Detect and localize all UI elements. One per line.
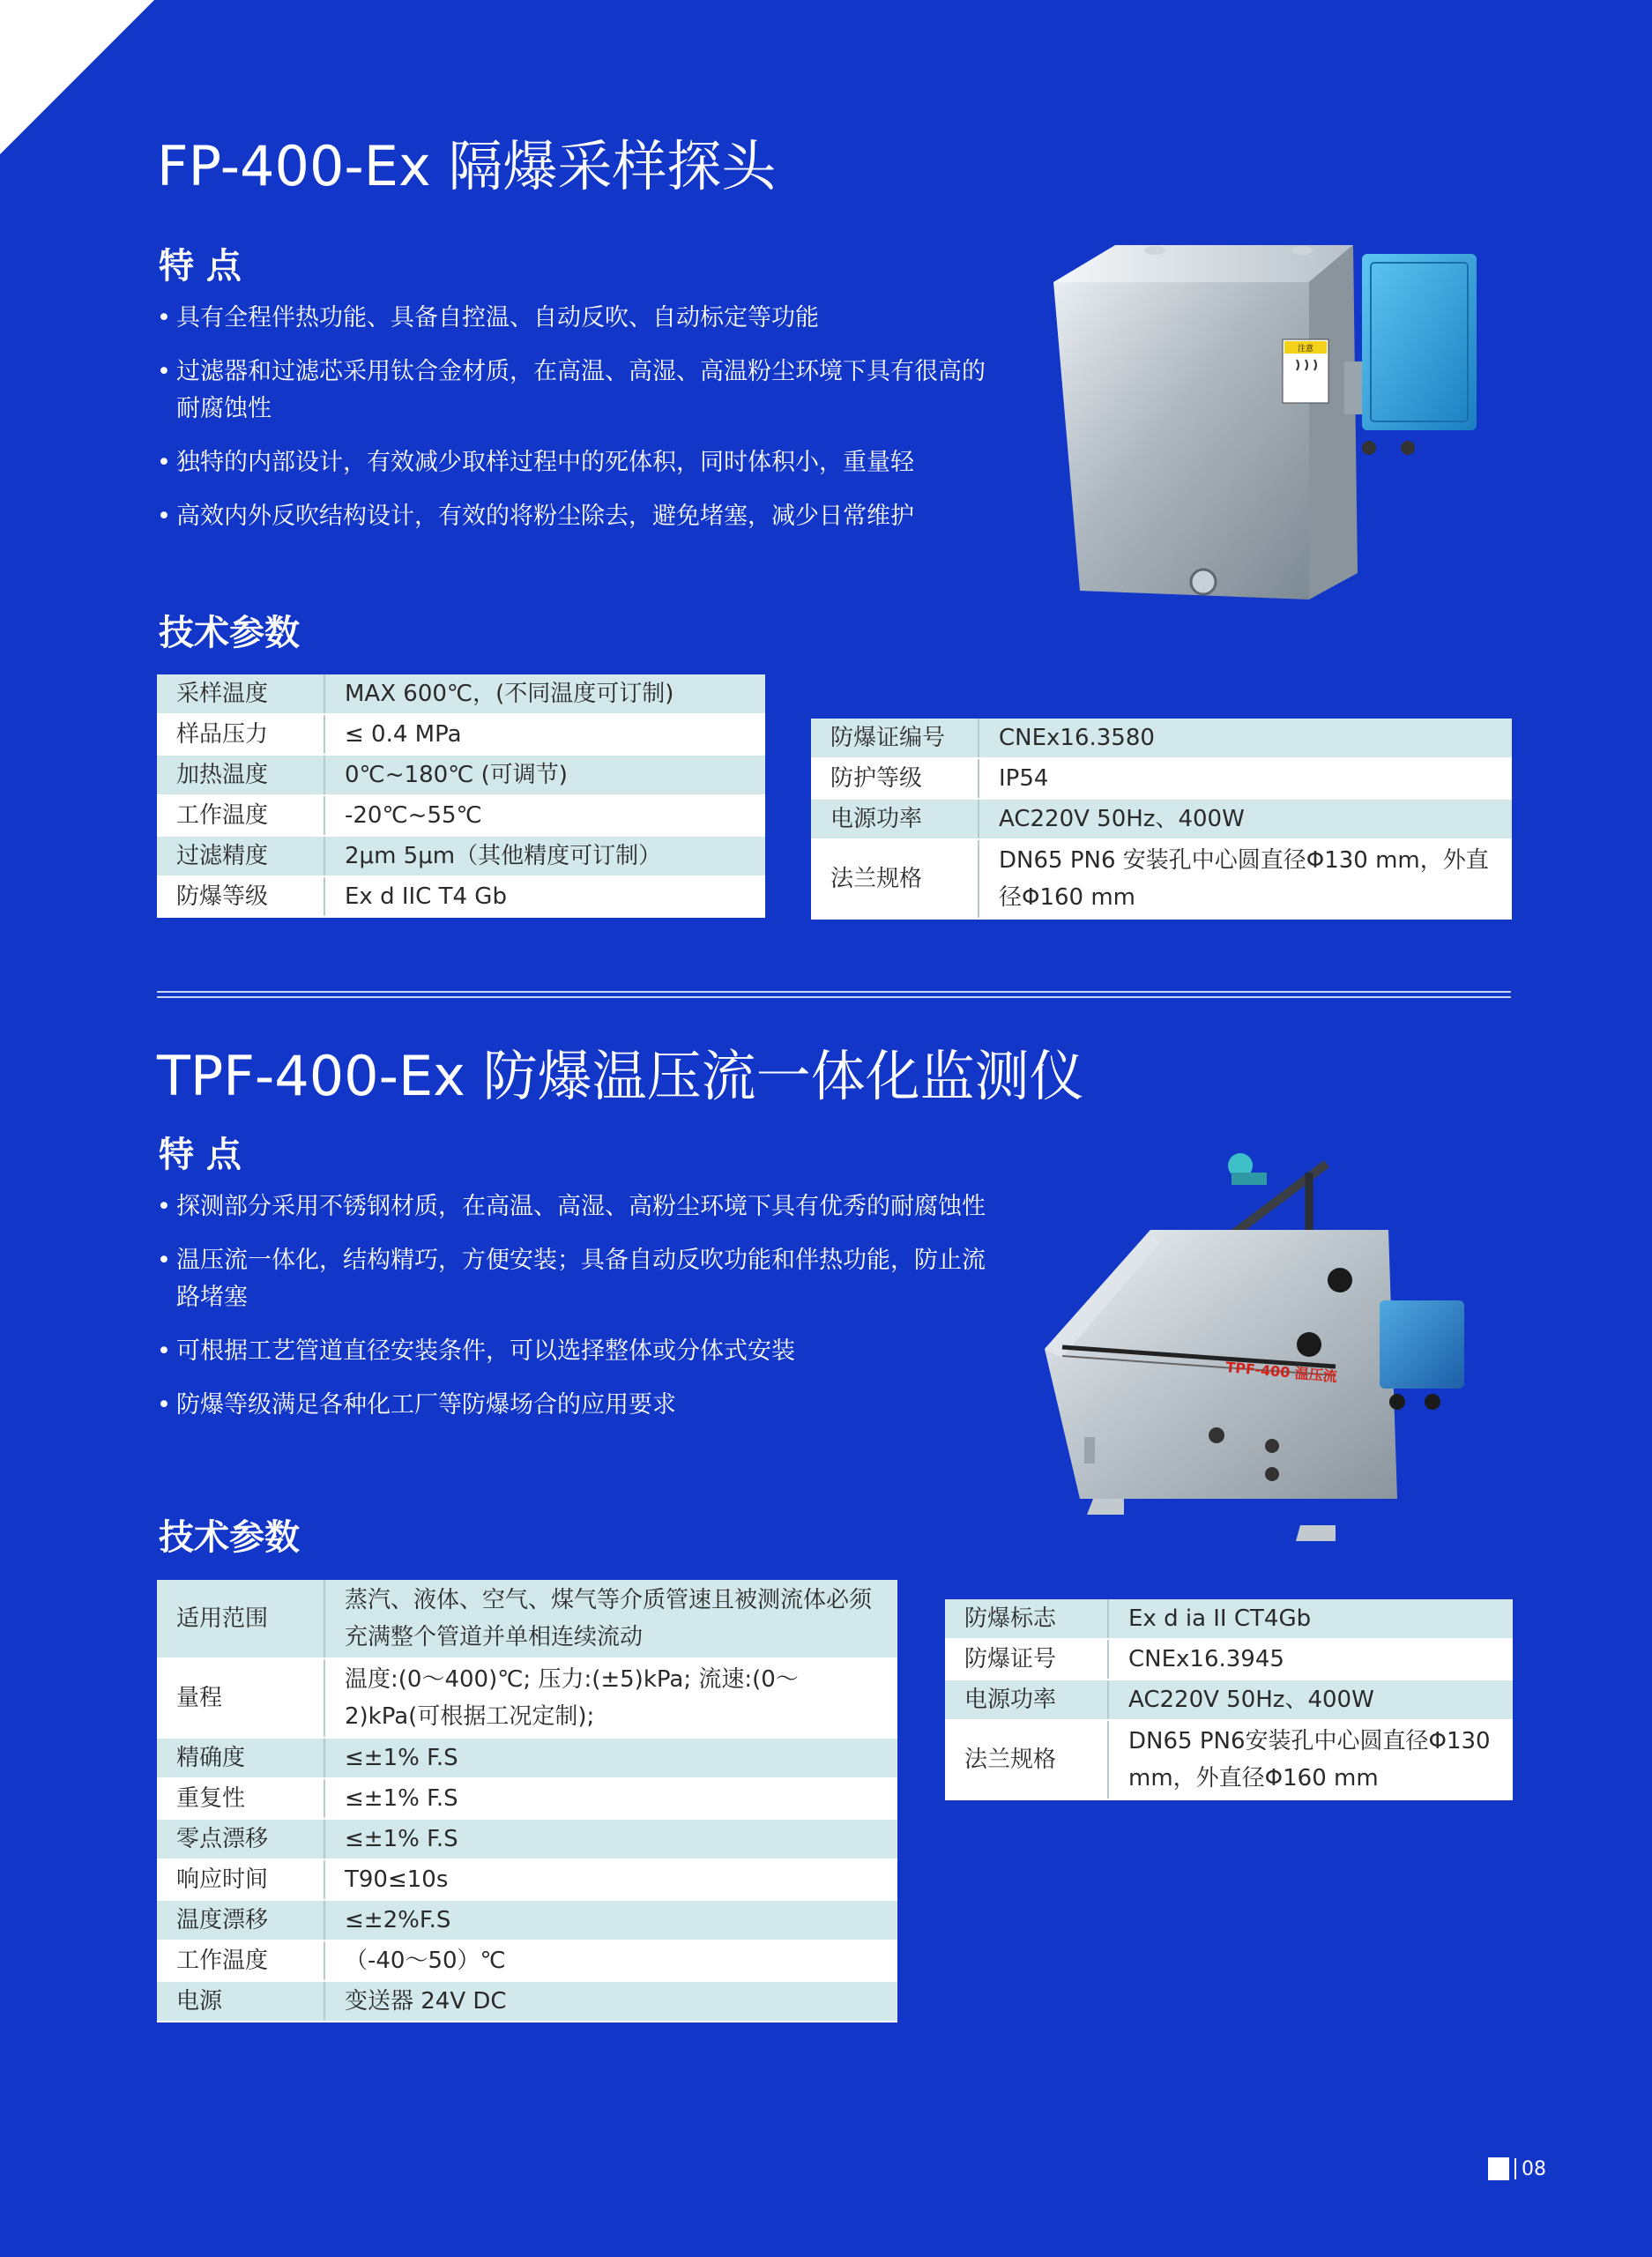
spec-value: Ex d IIC T4 Gb bbox=[324, 876, 765, 917]
table-row bbox=[157, 755, 765, 795]
spec-value: 蒸汽、液体、空气、煤气等介质管速且被测流体必须充满整个管道并单相连续流动 bbox=[324, 1580, 897, 1658]
spec-value: 0℃~180℃ (可调节) bbox=[324, 755, 765, 795]
spec-key: 防护等级 bbox=[811, 758, 979, 799]
corner-decoration bbox=[0, 0, 154, 154]
spec-value: ≤±1% F.S bbox=[324, 1778, 897, 1819]
spec-key: 防爆标志 bbox=[945, 1599, 1108, 1639]
spec-table-right-2 bbox=[945, 1599, 1513, 1800]
product-photo-tpf400 bbox=[1045, 1146, 1507, 1552]
spec-value: AC220V 50Hz、400W bbox=[1108, 1680, 1513, 1720]
spec-value: IP54 bbox=[979, 758, 1512, 799]
spec-key: 采样温度 bbox=[157, 674, 324, 714]
table-row bbox=[945, 1720, 1513, 1799]
specs-heading-1: 技术参数 bbox=[159, 613, 300, 653]
table-row bbox=[157, 714, 765, 755]
feature-item: • 高效内外反吹结构设计，有效的将粉尘除去，避免堵塞，减少日常维护 bbox=[157, 498, 1003, 535]
table-row bbox=[157, 1738, 897, 1778]
table-row bbox=[157, 1778, 897, 1819]
warning-label-text: 注意 bbox=[1297, 345, 1314, 354]
spec-value: ≤±1% F.S bbox=[324, 1738, 897, 1778]
spec-key: 适用范围 bbox=[157, 1580, 324, 1658]
spec-table-left-1 bbox=[157, 674, 765, 918]
table-row bbox=[811, 719, 1512, 758]
spec-key: 温度漂移 bbox=[157, 1900, 324, 1940]
spec-value: ≤±2%F.S bbox=[324, 1900, 897, 1940]
specs-heading-2: 技术参数 bbox=[159, 1517, 300, 1558]
spec-key: 电源功率 bbox=[945, 1680, 1108, 1720]
spec-key: 加热温度 bbox=[157, 755, 324, 795]
table-row bbox=[157, 795, 765, 836]
spec-value: 变送器 24V DC bbox=[324, 1981, 897, 2022]
feature-item: • 独特的内部设计，有效减少取样过程中的死体积，同时体积小，重量轻 bbox=[157, 444, 1003, 481]
spec-value: DN65 PN6 安装孔中心圆直径Φ130 mm，外直径Φ160 mm bbox=[979, 839, 1512, 919]
features-heading-1: 特 点 bbox=[159, 246, 242, 287]
device-label-text: TPF-400 温压流 bbox=[1224, 1359, 1338, 1386]
feature-item: • 探测部分采用不锈钢材质，在高温、高湿、高粉尘环境下具有优秀的耐腐蚀性 bbox=[157, 1188, 1003, 1225]
spec-key: 过滤精度 bbox=[157, 836, 324, 876]
feature-item: • 过滤器和过滤芯采用钛合金材质，在高温、高湿、高温粉尘环境下具有很高的耐腐蚀性 bbox=[157, 354, 1003, 428]
table-row bbox=[945, 1639, 1513, 1680]
spec-value: DN65 PN6安装孔中心圆直径Φ130 mm，外直径Φ160 mm bbox=[1108, 1720, 1513, 1799]
feature-item: • 具有全程伴热功能、具备自控温、自动反吹、自动标定等功能 bbox=[157, 300, 1003, 337]
page-number bbox=[1488, 2157, 1546, 2180]
product-title-fp400: FP-400-Ex 隔爆采样探头 bbox=[157, 134, 777, 198]
table-row bbox=[945, 1599, 1513, 1639]
spec-key: 防爆证编号 bbox=[811, 719, 979, 758]
table-row bbox=[945, 1680, 1513, 1720]
spec-key: 精确度 bbox=[157, 1738, 324, 1778]
table-row bbox=[811, 799, 1512, 839]
spec-value: AC220V 50Hz、400W bbox=[979, 799, 1512, 839]
product-title-tpf400: TPF-400-Ex 防爆温压流一体化监测仪 bbox=[157, 1044, 1084, 1108]
page-number-text: 08 bbox=[1522, 2157, 1546, 2180]
feature-item: • 温压流一体化，结构精巧，方便安装；具备自动反吹功能和伴热功能，防止流路堵塞 bbox=[157, 1242, 1003, 1316]
table-row bbox=[157, 674, 765, 714]
table-row bbox=[811, 839, 1512, 919]
spec-key: 工作温度 bbox=[157, 795, 324, 836]
page-separator bbox=[1514, 2158, 1516, 2179]
spec-key: 法兰规格 bbox=[945, 1720, 1108, 1799]
features-list-2 bbox=[157, 1188, 1003, 1441]
spec-key: 法兰规格 bbox=[811, 839, 979, 919]
spec-key: 电源 bbox=[157, 1981, 324, 2022]
spec-value: ≤±1% F.S bbox=[324, 1819, 897, 1859]
spec-value: ≤ 0.4 MPa bbox=[324, 714, 765, 755]
spec-key: 零点漂移 bbox=[157, 1819, 324, 1859]
features-list-1 bbox=[157, 300, 1003, 552]
table-row bbox=[157, 1580, 897, 1658]
table-row bbox=[811, 758, 1512, 799]
spec-value: 2μm 5μm（其他精度可订制） bbox=[324, 836, 765, 876]
features-heading-2: 特 点 bbox=[159, 1135, 242, 1175]
table-row bbox=[157, 1981, 897, 2022]
spec-key: 防爆证号 bbox=[945, 1639, 1108, 1680]
spec-value: -20℃~55℃ bbox=[324, 795, 765, 836]
product-photo-fp400 bbox=[1045, 238, 1503, 617]
spec-key: 工作温度 bbox=[157, 1940, 324, 1981]
spec-key: 防爆等级 bbox=[157, 876, 324, 917]
table-row bbox=[157, 1859, 897, 1900]
spec-table-right-1 bbox=[811, 719, 1512, 920]
spec-value: CNEx16.3580 bbox=[979, 719, 1512, 758]
feature-item: • 防爆等级满足各种化工厂等防爆场合的应用要求 bbox=[157, 1387, 1003, 1424]
spec-value: （-40～50）℃ bbox=[324, 1940, 897, 1981]
spec-key: 响应时间 bbox=[157, 1859, 324, 1900]
table-row bbox=[157, 1940, 897, 1981]
section-divider bbox=[157, 991, 1511, 998]
page-marker-icon bbox=[1488, 2157, 1509, 2180]
spec-key: 重复性 bbox=[157, 1778, 324, 1819]
feature-item: • 可根据工艺管道直径安装条件，可以选择整体或分体式安装 bbox=[157, 1333, 1003, 1370]
spec-value: T90≤10s bbox=[324, 1859, 897, 1900]
table-row bbox=[157, 836, 765, 876]
table-row bbox=[157, 1658, 897, 1738]
table-row bbox=[157, 1819, 897, 1859]
spec-value: 温度:(0～400)℃; 压力:(±5)kPa; 流速:(0～2)kPa(可根据工况定制); bbox=[324, 1658, 897, 1738]
spec-value: Ex d ia II CT4Gb bbox=[1108, 1599, 1513, 1639]
spec-value: MAX 600℃，(不同温度可订制) bbox=[324, 674, 765, 714]
table-row bbox=[157, 1900, 897, 1940]
spec-key: 电源功率 bbox=[811, 799, 979, 839]
spec-key: 量程 bbox=[157, 1658, 324, 1738]
table-row bbox=[157, 876, 765, 917]
spec-key: 样品压力 bbox=[157, 714, 324, 755]
spec-table-left-2 bbox=[157, 1580, 897, 2022]
spec-value: CNEx16.3945 bbox=[1108, 1639, 1513, 1680]
